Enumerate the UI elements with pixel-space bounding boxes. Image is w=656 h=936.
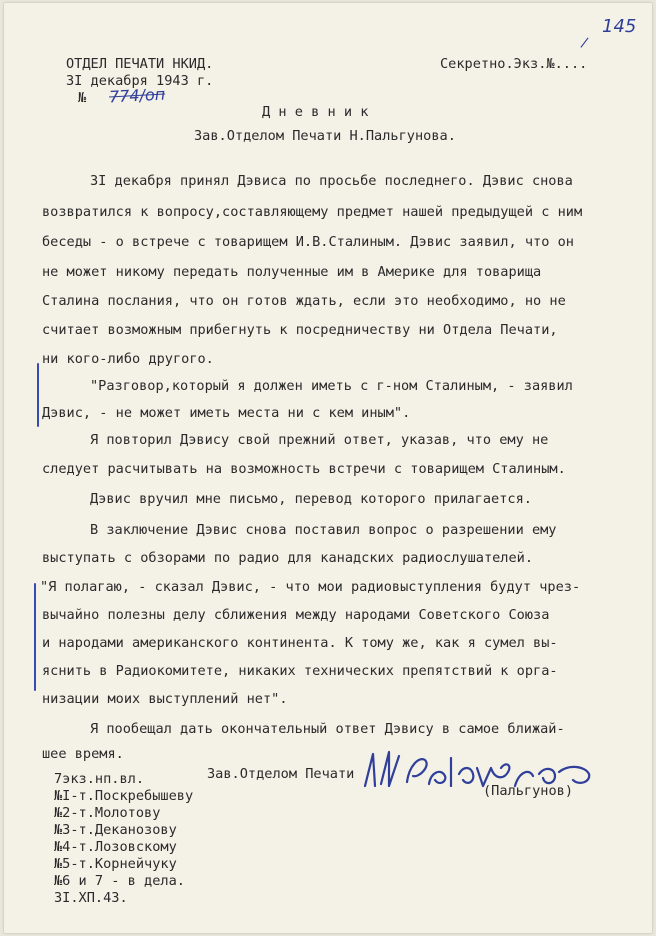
distribution-line: №4-т.Лозовскому — [54, 839, 177, 855]
body-line: Я пообещал дать окончательный ответ Дэвису в самое ближай- — [90, 721, 565, 737]
body-line: беседы - о встрече с товарищем И.В.Сталиным. Дэвис заявил, что он — [42, 234, 574, 250]
date-line: 3I декабря 1943 г. — [66, 73, 214, 89]
page-number-handwritten: 145 — [602, 16, 637, 37]
body-line: вычайно полезны делу сближения между народами Советского Союза — [42, 607, 550, 623]
body-line: В заключение Дэвис снова поставил вопрос о разрешении ему — [90, 522, 557, 538]
body-line: не может никому передать полученные им в Америке для товарища — [42, 264, 542, 280]
department-line: ОТДЕЛ ПЕЧАТИ НКИД. — [66, 56, 214, 72]
body-line: возвратился к вопросу,составляющему предмет нашей предыдущей с ним — [42, 204, 583, 220]
distribution-line: №3-т.Деканозову — [54, 822, 177, 838]
body-line: Дэвис вручил мне письмо, перевод которого прилагается. — [90, 491, 532, 507]
document-subtitle: Зав.Отделом Печати Н.Пальгунова. — [194, 128, 456, 144]
signature-name: (Пальгунов) — [483, 783, 574, 799]
secret-mark: Секретно.Экз.№.... — [440, 56, 588, 72]
margin-mark-line — [37, 363, 39, 427]
body-line: считает возможным прибегнуть к посредничеству ни Отдела Печати, — [42, 322, 558, 338]
handwritten-signature — [359, 746, 599, 796]
body-line: Дэвис, - не может иметь места ни с кем иным". — [42, 405, 411, 421]
distribution-line: 7экз.нп.вл. — [54, 771, 145, 787]
body-line: Сталина послания, что он готов ждать, если это необходимо, но не — [42, 293, 566, 309]
body-line: "Я полагаю, - сказал Дэвис, - что мои радиовыступления будут чрез- — [40, 579, 581, 595]
margin-tick-mark: / — [579, 34, 590, 52]
distribution-line: №2-т.Молотову — [54, 805, 161, 821]
body-line: шее время. — [42, 746, 124, 762]
body-line: "Разговор,который я должен иметь с г-ном Сталиным, - заявил — [90, 378, 573, 394]
registration-number-handwritten: 774/оп — [108, 84, 166, 107]
body-line: ни кого-либо другого. — [42, 351, 214, 367]
body-line: Я повторил Дэвису свой прежний ответ, указав, что ему не — [90, 432, 549, 448]
body-line: 3I декабря принял Дэвиса по просьбе последнего. Дэвис снова — [90, 173, 573, 189]
body-line: следует расчитывать на возможность встречи с товарищем Сталиным. — [42, 461, 566, 477]
margin-mark-line — [34, 583, 36, 691]
distribution-line: №I-т.Поскребышеву — [54, 788, 194, 804]
signature-title: Зав.Отделом Печати — [207, 766, 355, 782]
distribution-line: №5-т.Корнейчуку — [54, 856, 177, 872]
body-line: и народами американского континента. К тому же, как я сумел вы- — [42, 635, 558, 651]
document-page — [4, 3, 652, 933]
body-line: низации моих выступлений нет". — [42, 691, 288, 707]
document-title: Д н е в н и к — [262, 104, 369, 120]
body-line: яснить в Радиокомитете, никаких технических препятствий к орга- — [42, 663, 558, 679]
distribution-line: 3I.ХП.43. — [54, 890, 128, 906]
registration-prefix: № — [78, 90, 87, 106]
distribution-line: №6 и 7 - в дела. — [54, 873, 185, 889]
body-line: выступать с обзорами по радио для канадских радиослушателей. — [42, 550, 534, 566]
